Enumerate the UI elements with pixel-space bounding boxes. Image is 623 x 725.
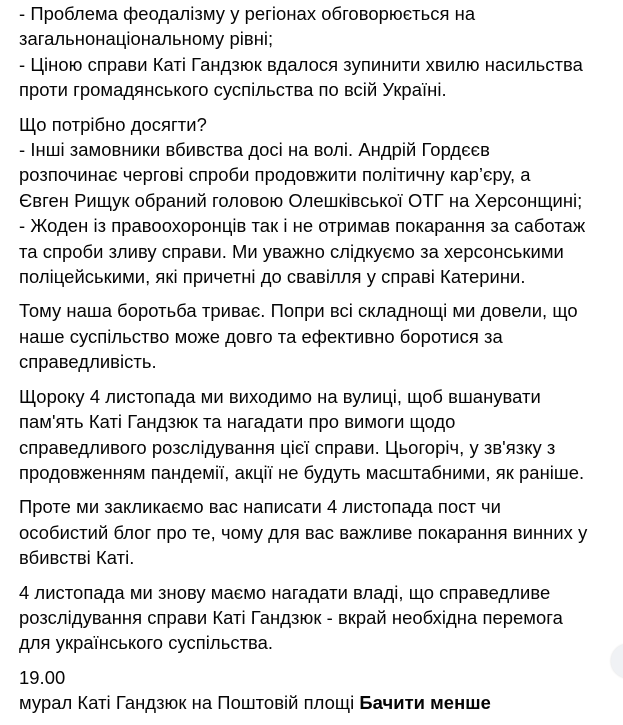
text-line: продовженням пандемії, акції не будуть масштабними, як раніше. — [19, 461, 585, 483]
paragraph-annual — [19, 384, 619, 486]
text-line: - Ціною справи Каті Гандзюк вдалося зупинити хвилю насильства — [19, 53, 583, 75]
text-line: Євген Рищук обраний головою Олешківської ОТГ на Херсонщині; — [19, 189, 583, 211]
text-line: наше суспільство може довго та ефективно боротися за — [19, 325, 503, 347]
paragraph-goals — [19, 112, 619, 290]
text-line: Що потрібно досягти? — [19, 113, 207, 135]
event-place: мурал Каті Гандзюк на Поштовій площі — [19, 692, 355, 714]
paragraph-achievements — [19, 1, 619, 103]
text-line: розпочинає чергові спроби продовжити політичну кар’єру, а — [19, 164, 531, 186]
event-time: 19.00 — [19, 666, 66, 688]
text-line: - Жоден із правоохоронців так і не отримав покарання за саботаж — [19, 215, 586, 237]
text-line: Тому наша боротьба триває. Попри всі складнощі ми довели, що — [19, 300, 578, 322]
text-line: для українського суспільства. — [19, 632, 274, 654]
text-line: справедливість. — [19, 351, 157, 373]
text-line: проти громадянського суспільства по всій Україні. — [19, 79, 447, 101]
post-text — [19, 0, 619, 725]
event-place-line — [19, 690, 619, 715]
text-line: та спроби зливу справи. Ми уважно слідкуємо за херсонськими — [19, 240, 564, 262]
see-less-link[interactable]: Бачити менше — [359, 692, 491, 714]
text-line: Щороку 4 листопада ми виходимо на вулиці, щоб вшанувати — [19, 385, 541, 407]
text-line: справедливого розслідування цієї справи. Цьогоріч, у зв'язку з — [19, 436, 556, 458]
paragraph-call — [19, 494, 619, 570]
paragraph-reminder — [19, 580, 619, 656]
text-line: розслідування справи Каті Гандзюк - вкрай необхідна перемога — [19, 606, 563, 628]
paragraph-event — [19, 665, 619, 716]
text-line: Проте ми закликаємо вас написати 4 листопада пост чи — [19, 496, 501, 518]
text-line: 4 листопада ми знову маємо нагадати владі, що справедливе — [19, 581, 551, 603]
text-line: поліцейськими, які причетні до свавілля у справі Катерини. — [19, 266, 526, 288]
text-line: - Проблема феодалізму у регіонах обговорюється на — [19, 3, 476, 24]
text-line: загальнонаціональному рівні; — [19, 28, 274, 50]
text-line: пам'ять Каті Гандзюк та нагадати про вимоги щодо — [19, 411, 456, 433]
text-line: - Інші замовники вбивства досі на волі. Андрій Гордєєв — [19, 139, 490, 161]
paragraph-struggle — [19, 298, 619, 374]
text-line: вбивстві Каті. — [19, 547, 135, 569]
text-line: особистий блог про те, чому для вас важливе покарання винних у — [19, 521, 588, 543]
